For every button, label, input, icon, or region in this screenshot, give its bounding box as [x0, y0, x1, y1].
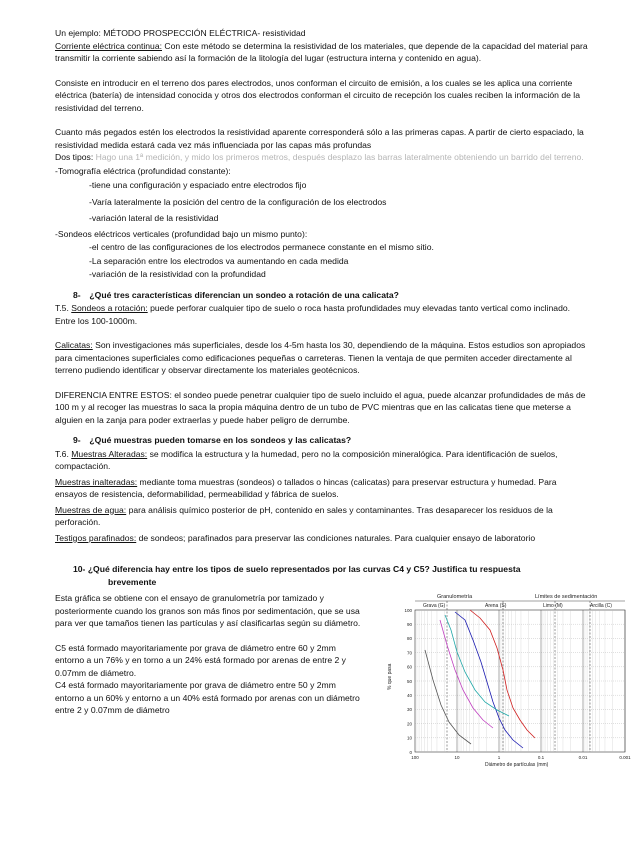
muestra-item [55, 532, 590, 545]
question-10 [55, 563, 590, 576]
x-tick-label: 0.1 [537, 755, 545, 760]
muestra-item [55, 476, 590, 501]
dos-tipos [55, 151, 590, 164]
muestra-item [55, 504, 590, 529]
y-tick-label: 20 [406, 721, 412, 727]
y-tick-label: 40 [406, 693, 412, 698]
intro-text: Con este método se determina la resistividad de los materiales, que depende de la capacidad del material para transmitir la corriente sabiendo así la formación de la litología del lugar (estructura interna y contenido en agua). [55, 40, 588, 63]
figure-ylabel: % que pasa [387, 663, 393, 690]
sondeos-item: -el centro de las configuraciones de los electrodos permanece constante en el mismo sitio. [89, 242, 434, 252]
answer-sondeos-rotacion [55, 302, 590, 327]
y-tick-label: 80 [406, 636, 412, 642]
sondeos-heading: -Sondeos eléctricos verticales (profundidad bajo un mismo punto): [55, 228, 308, 239]
doc-title: Un ejemplo: MÉTODO PROSPECCIÓN ELÉCTRICA- resistividad [55, 28, 306, 38]
y-tick-label: 70 [406, 650, 412, 656]
question-8-text: ¿Qué tres características diferencian un sondeo a rotación de una calicata? [89, 289, 399, 300]
sondeos-item: -variación de la resistividad con la profundidad [89, 269, 266, 279]
y-tick-label: 60 [406, 664, 412, 670]
answer-prefix: T.5. [55, 303, 69, 313]
muestra-text: mediante toma muestras (sondeos) o tallados o hincas (calicatas) para preservar estructura y humedad. Para ensayos de resistencia, deformabilidad, permeabilidad y fábrica de suelos. [55, 476, 557, 499]
paragraph-electrodes: Consiste en introducir en el terreno dos pares electrodos, unos conforman el circuito de emisión, a los cuales se les aplica una corriente eléctrica (batería) de intensidad conocida y otros dos electrodos conforman el circuito de recepción los cuales reciben la información de la resistividad del terreno. [55, 77, 580, 113]
question-10-continuation [55, 576, 590, 589]
q10-answer-block [55, 592, 631, 768]
zone-label: Limo (M) [543, 603, 563, 609]
question-9-text: ¿Qué muestras pueden tomarse en los sondeos y las calicatas? [89, 435, 352, 445]
answer-label: Calicatas: [55, 340, 93, 350]
answer-calicatas [55, 339, 590, 377]
y-tick-label: 30 [406, 707, 412, 713]
question-10-number: 10- [73, 564, 86, 574]
muestra-label: Muestras Alteradas: [71, 448, 148, 459]
question-8-number: 8- [73, 289, 81, 300]
document-page [55, 27, 631, 768]
answer-label: Sondeos a rotación: [71, 303, 148, 313]
answer-granulometria: Esta gráfica se obtiene con el ensayo de granulometría por tamizado y posteriormente cuando los granos son más finos por sedimentación, que se usa para ver que tamaños tienen las partículas y así clasificarlas según su diámetro. [55, 593, 361, 628]
tomografia-item: -tiene una configuración y espaciado entre electrodos fijo [89, 180, 307, 190]
answer-c5: C5 está formado mayoritariamente por grava de diámetro entre 60 y 2mm entorno a un 76% y en torno a un 24% está formado por arenas de entre 2 y 0.07mm de diámetro. [55, 642, 346, 678]
muestra-label: Testigos parafinados: [55, 532, 137, 543]
zone-label: Arcilla (C) [590, 603, 612, 609]
muestra-text: se modifica la estructura y la humedad, pero no la composición mineralógica. Para identificación de suelos, compactación. [55, 448, 558, 471]
figure-xlabel: Diámetro de partículas (mm) [485, 762, 549, 768]
zone-label: Grava (G) [423, 603, 446, 609]
question-8 [55, 289, 590, 302]
muestra-text: para análisis químico posterior de pH, contenido en sales y contaminantes. Tras desaparecer los residuos de la perforación. [55, 504, 553, 527]
x-tick-label: 1 [497, 755, 501, 760]
tomografia-item: -variación lateral de la resistividad [89, 213, 219, 223]
question-10-text-cont: brevemente [108, 576, 157, 587]
paragraph-spacing: Cuanto más pegados estén los electrodos la resistividad aparente corresponderá sólo a las primeras capas. A partir de cierto espaciado, la resistividad medida estará cada vez más influenciada por las capas más profundas [55, 127, 584, 150]
sondeos-item: -La separación entre los electrodos va aumentando en cada medida [89, 255, 349, 266]
y-tick-label: 10 [406, 735, 412, 741]
muestra-item [55, 448, 590, 473]
figure-top-label: Límites de sedimentación [535, 594, 598, 600]
muestra-label: Muestras inalteradas: [55, 476, 138, 487]
answer-prefix: T.6. [55, 448, 69, 459]
dos-tipos-note: Hago una 1ª medición, y mido los primeros metros, después desplazo las barras lateralmente obteniendo un barrido del terreno. [93, 152, 584, 162]
dos-tipos-label: Dos tipos: [55, 152, 94, 162]
tomografia-heading: -Tomografía eléctrica (profundidad constante): [55, 165, 231, 176]
question-9-number: 9- [73, 435, 81, 445]
intro-paragraph [55, 40, 590, 65]
y-tick-label: 0 [409, 749, 412, 755]
y-tick-label: 90 [406, 622, 412, 627]
answer-text: puede perforar cualquier tipo de suelo o roca hasta profundidades muy elevadas tanto vertical como inclinado. Entre los 100-1000m. [55, 303, 571, 326]
question-10-text: ¿Qué diferencia hay entre los tipos de suelo representados por las curvas C4 y C5? Justifica tu respuesta [87, 564, 521, 574]
muestra-label: Muestras de agua: [55, 504, 127, 515]
granulometry-figure [385, 590, 635, 770]
x-tick-label: 0.01 [578, 755, 588, 760]
muestra-text: de sondeos; parafinados para preservar las condiciones naturales. Para cualquier ensayo de laboratorio [136, 532, 536, 543]
answer-diferencia: DIFERENCIA ENTRE ESTOS: el sondeo puede penetrar cualquier tipo de suelo incluido el agua, puede alcanzar profundidades de más de 100 m y al recoger las muestras lo saca la propia máquina dentro de un tubo de PVC mientras que en las calicatas tiene que meterse a alguien en la zanja para poder extraerlas y puede haber peligro de derrumbe. [55, 389, 586, 425]
intro-label: Corriente eléctrica continua: [55, 40, 162, 51]
answer-c4: C4 está formado mayoritariamente por grava de diámetro entre 50 y 2mm entorno a un 60% y entorno a un 40% está formado por arenas con un diámetro entre 2 y 0.07mm de diámetro [55, 680, 360, 715]
x-tick-label: 10 [454, 755, 460, 760]
tomografia-item: -Varía lateralmente la posición del centro de la configuración de los electrodos [89, 196, 387, 207]
x-tick-label: 100 [411, 755, 419, 760]
zone-label: Arena (S) [485, 603, 507, 609]
figure-top-label: Granulometría [437, 594, 473, 600]
answer-text: Son investigaciones más superficiales, desde los 4-5m hasta los 30, dependiendo de la máquina. Estos estudios son apropiados para cimentaciones superficiales como edificaciones pequeñas o carreteras. Tienen la ventaja de que permiten acceder directamente al terreno pudiendo identificar y observar directamente los materiales geotécnicos. [55, 340, 586, 375]
question-9 [55, 434, 590, 447]
y-tick-label: 50 [406, 678, 412, 684]
y-tick-label: 100 [404, 607, 412, 613]
x-tick-label: 0.001 [619, 755, 631, 760]
